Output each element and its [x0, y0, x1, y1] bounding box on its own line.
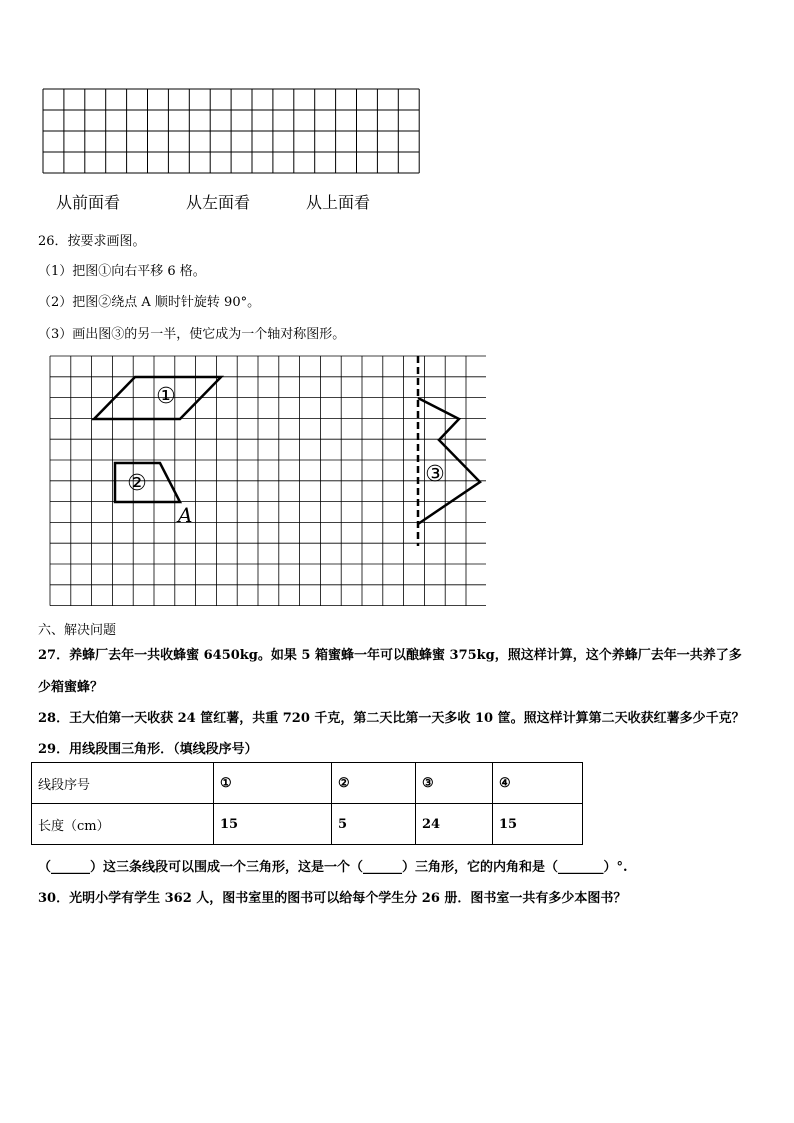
segment-id-4: ④ [493, 763, 583, 804]
q26-step1: （1）把图①向右平移 6 格。 [38, 264, 206, 279]
table-row [32, 763, 583, 804]
q28-text: 28．王大伯第一天收获 24 筐红薯，共重 720 千克，第二天比第一天多收 10 筐。照这样计算第二天收获红薯多少千克？ [38, 711, 745, 726]
segment-id-2: ② [332, 763, 416, 804]
point-a-label: A [178, 503, 193, 527]
view-label-front: 从前面看 [56, 193, 121, 212]
section-heading: 六、解决问题 [38, 623, 117, 638]
q26-step2: （2）把图②绕点 A 顺时针旋转 90°。 [38, 295, 261, 310]
view-label-top: 从上面看 [306, 193, 371, 212]
segment-id-1: ① [214, 763, 332, 804]
figure-3-label: ③ [425, 462, 445, 487]
view-label-left: 从左面看 [186, 193, 251, 212]
segment-table [31, 762, 583, 845]
segment-id-3: ③ [416, 763, 493, 804]
table-header-label: 线段序号 [32, 763, 214, 804]
q26-step3: （3）画出图③的另一半，使它成为一个轴对称图形。 [38, 327, 346, 342]
q30-text: 30．光明小学有学生 362 人，图书室里的图书可以给每个学生分 26 册．图书室一共有多少本图书？ [38, 891, 627, 906]
figure-2-trapezoid [115, 463, 180, 502]
segment-length-4: 15 [493, 804, 583, 845]
q26-title: 26．按要求画图。 [38, 234, 146, 249]
q29-title: 29．用线段围三角形．（填线段序号） [38, 742, 258, 757]
segment-length-2: 5 [332, 804, 416, 845]
drawing-grid [46, 352, 486, 610]
q29-fill-line: （______）这三条线段可以围成一个三角形，这是一个（______）三角形，它的内角和是（_______）°. [38, 860, 628, 875]
table-row-label: 长度（cm） [32, 804, 214, 845]
figure-3-half [418, 398, 480, 524]
table-row [32, 804, 583, 845]
q27-line1: 27．养蜂厂去年一共收蜂蜜 6450kg。如果 5 箱蜜蜂一年可以酿蜂蜜 375kg，照这样计算，这个养蜂厂去年一共养了多 [38, 648, 742, 663]
figure-1-label: ① [156, 384, 176, 409]
segment-length-3: 24 [416, 804, 493, 845]
figure-2-label: ② [127, 471, 147, 496]
view-grid [40, 86, 424, 176]
q27-line2: 少箱蜜蜂？ [38, 680, 104, 695]
segment-length-1: 15 [214, 804, 332, 845]
